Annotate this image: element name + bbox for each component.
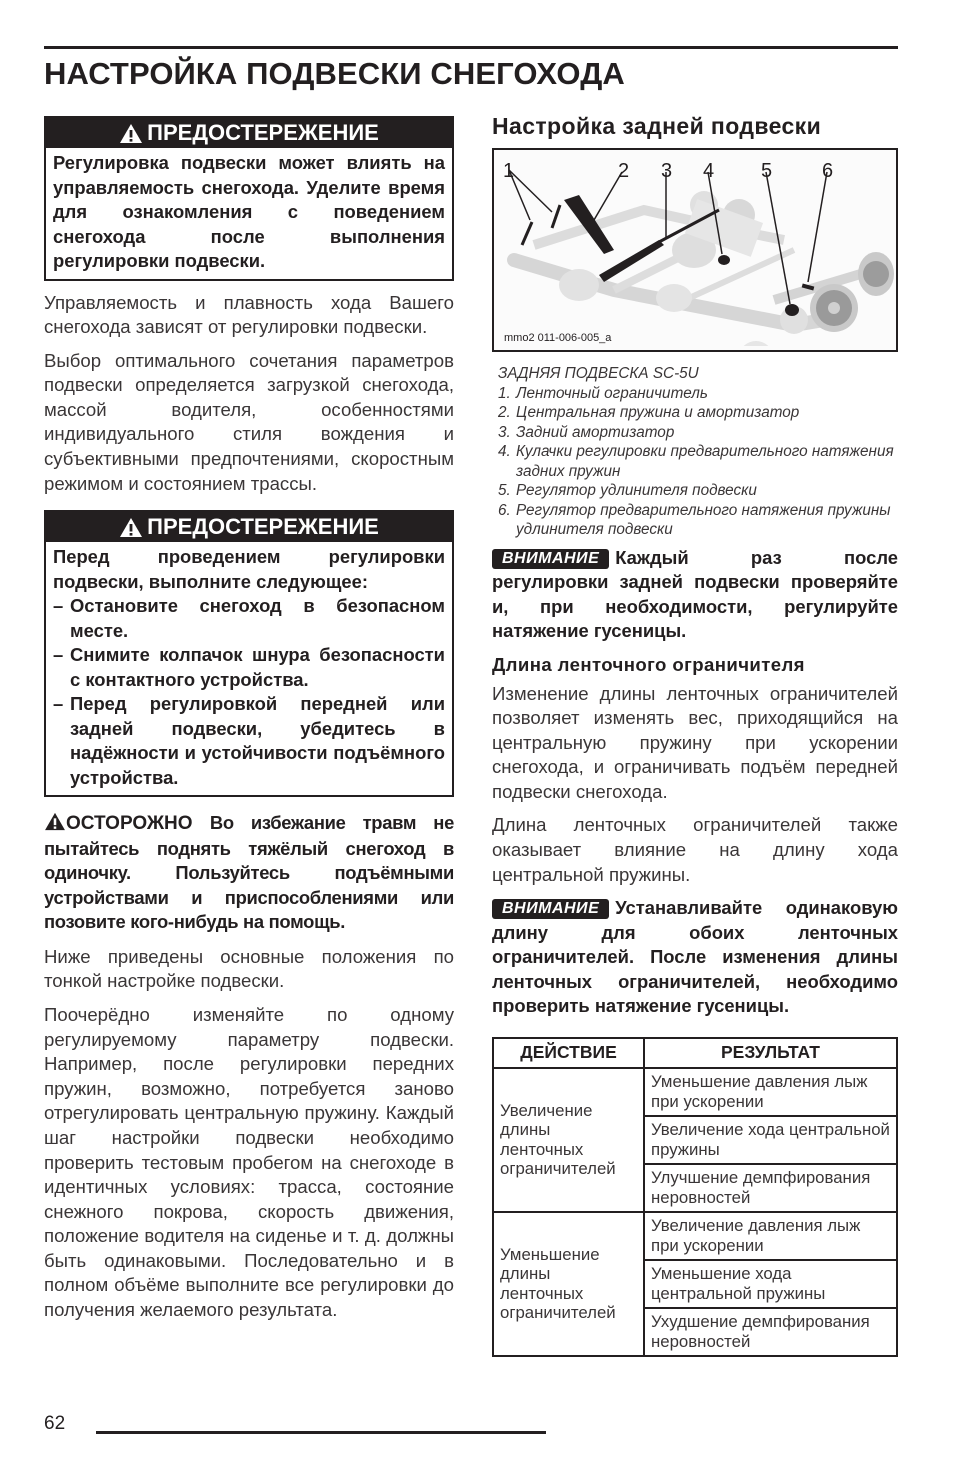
right-column — [492, 113, 898, 1357]
callout-label: 6 — [822, 160, 834, 182]
paragraph: Управляемость и плавность хода Вашего снегохода зависят от регулировки подвески. — [44, 291, 454, 338]
suspension-figure — [492, 148, 898, 352]
caution-word: ОСТОРОЖНО — [66, 813, 193, 835]
callout-label: 2 — [618, 160, 630, 182]
paragraph: Длина ленточных ограничителей также оказывает влияние на длину хода центральной пружины. — [492, 814, 898, 885]
section-title: Настройка задней подвески — [492, 113, 822, 139]
caption-item: 4. Кулачки регулировки предварительного натяжения задних пружин — [498, 443, 894, 480]
warning-list-item: – Перед регулировкой передней или задней подвески, убедитесь в надёжности и устойчивости подъёмного устройства. — [53, 693, 445, 788]
warning-header — [46, 118, 452, 148]
warning-header-label: ПРЕДОСТЕРЕЖЕНИЕ — [147, 514, 379, 540]
results-table — [492, 1037, 898, 1357]
warning-triangle-icon — [44, 812, 66, 831]
page-title: НАСТРОЙКА ПОДВЕСКИ СНЕГОХОДА — [44, 56, 625, 91]
warning-list-item: – Снимите колпачок шнура безопасности с контактного устройства. — [53, 644, 445, 690]
action-cell: Увеличение длины ленточных ограничителей — [493, 1068, 644, 1212]
notice-2 — [492, 896, 898, 1019]
warning-header — [46, 512, 452, 542]
warning-body — [46, 542, 452, 795]
subsection-title: Длина ленточного ограничителя — [492, 653, 805, 675]
result-cell: Ухудшение демпфирования неровностей — [644, 1308, 897, 1356]
notice-badge: ВНИМАНИЕ — [492, 549, 609, 569]
table-header: РЕЗУЛЬТАТ — [644, 1038, 897, 1068]
caption-title: ЗАДНЯЯ ПОДВЕСКА SC-5U — [498, 365, 699, 382]
top-rule — [44, 46, 898, 49]
footer-rule — [96, 1431, 546, 1434]
paragraph: Изменение длины ленточных ограничителей позволяет изменять вес, приходящийся на центральную пружину при ускорении снегохода, и ограничивать подъём передней подвески снегохода. — [492, 682, 898, 802]
figure-id-label: mmo2 011-006-005_a — [504, 332, 612, 344]
warning-box-2 — [44, 510, 454, 797]
caution-note — [44, 811, 454, 935]
table-header: ДЕЙСТВИЕ — [493, 1038, 644, 1068]
figure-caption — [498, 364, 898, 540]
callout-label: 1 — [503, 160, 515, 182]
warning-list-item: – Остановите снегоход в безопасном месте. — [53, 595, 445, 641]
caption-item: 3. Задний амортизатор — [498, 423, 675, 441]
callout-label: 5 — [761, 160, 773, 182]
caption-item: 5. Регулятор удлинителя подвески — [498, 482, 757, 499]
result-cell: Увеличение хода центральной пружины — [644, 1116, 897, 1164]
notice-1 — [492, 546, 898, 644]
warning-body: Регулировка подвески может влиять на управляемость снегохода. Уделите время для ознакомления с поведением снегохода после выполнения регулировки подвески. — [53, 152, 445, 271]
caption-item: 2. Центральная пружина и амортизатор — [498, 404, 800, 421]
caption-item: 1. Ленточный ограничитель — [498, 384, 708, 402]
notice-text: Каждый раз после регулировки задней подвески проверяйте и, при необходимости, регулируйте натяжение гусеницы. — [492, 546, 898, 641]
caution-text: Во избежание травм не пытайтесь поднять тяжёлый снегоход в одиночку. Пользуйтесь подъёмными устройствами и приспособлениями или позовите кого-нибудь на помощь. — [44, 812, 454, 933]
paragraph: Выбор оптимального сочетания параметров подвески определяется загрузкой снегохода, массой водителя, особенностями индивидуального стиля вождения и субъективными предпочтениями, скоростным режимом и состоянием трассы. — [44, 349, 454, 494]
result-cell: Уменьшение хода центральной пружины — [644, 1260, 897, 1308]
warning-box-1 — [44, 116, 454, 281]
callout-label: 4 — [703, 160, 715, 182]
left-column — [44, 116, 454, 1332]
callout-label: 3 — [661, 160, 673, 182]
notice-badge: ВНИМАНИЕ — [492, 899, 609, 919]
warning-triangle-icon — [119, 517, 143, 538]
result-cell: Улучшение демпфирования неровностей — [644, 1164, 897, 1212]
paragraph: Ниже приведены основные положения по тонкой настройке подвески. — [44, 945, 454, 992]
warning-lead: Перед проведением регулировки подвески, выполните следующее: — [53, 546, 445, 592]
table-row — [493, 1068, 897, 1116]
warning-header-label: ПРЕДОСТЕРЕЖЕНИЕ — [147, 120, 379, 145]
rear-suspension-illustration — [494, 150, 896, 346]
action-cell: Уменьшение длины ленточных ограничителей — [493, 1212, 644, 1356]
caption-item: 6. Регулятор предварительного натяжения пружины удлинителя подвески — [498, 501, 891, 538]
table-row — [493, 1212, 897, 1260]
notice-text: Устанавливайте одинаковую длину для обоих ленточных ограничителей. После изменения длины ленточных ограничителей, необходимо проверить натяжение гусеницы. — [492, 897, 898, 1017]
warning-triangle-icon — [119, 123, 143, 144]
paragraph: Поочерёдно изменяйте по одному регулируемому параметру подвески. Например, после регулировки передних пружин, возможно, потребуется заново отрегулировать центральную пружину. Каждый шаг настройки подвески необходимо проверить тестовым пробегом на снегоходе в идентичных условиях: трасса, состояние снежного покрова, скорость движения, положение водителя на сиденье и т. д. должны быть одинаковыми. Последовательно и в полном объёме выполните все регулировки до получения желаемого результата. — [44, 1003, 454, 1321]
page-number: 62 — [44, 1413, 66, 1434]
result-cell: Увеличение давления лыж при ускорении — [644, 1212, 897, 1260]
result-cell: Уменьшение давления лыж при ускорении — [644, 1068, 897, 1116]
